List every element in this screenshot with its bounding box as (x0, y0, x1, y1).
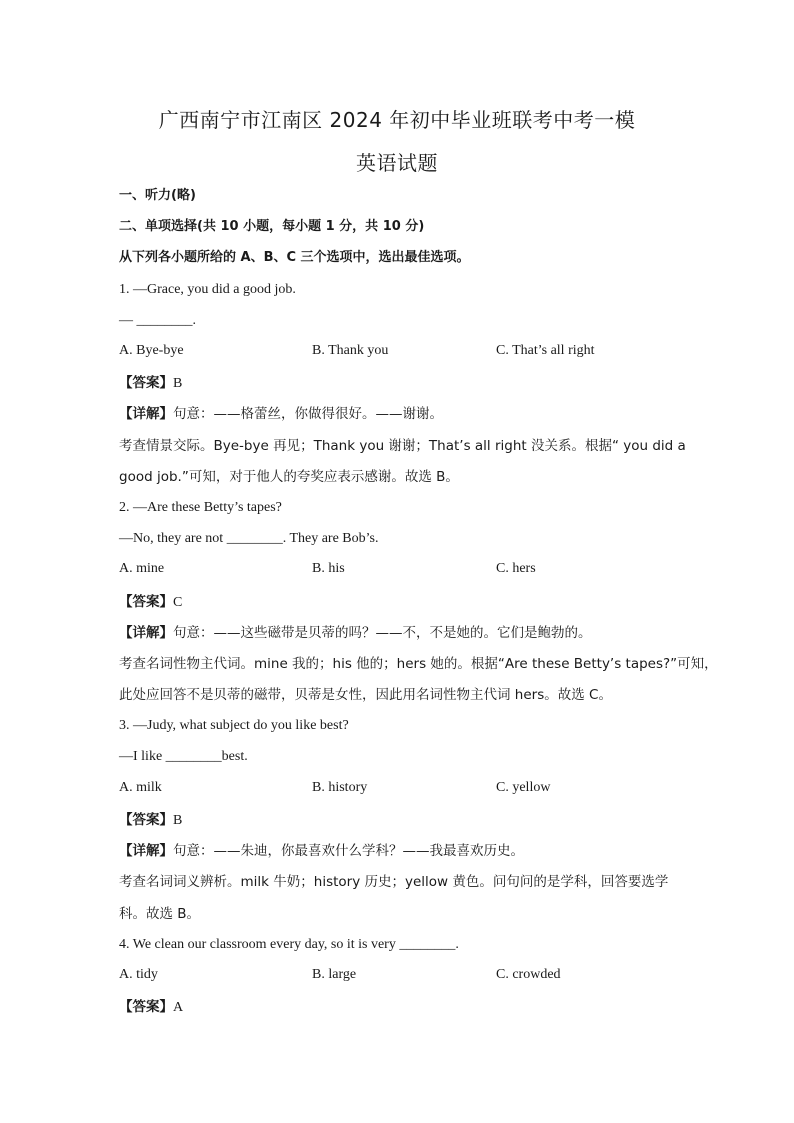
q4-option-b: B. large (312, 967, 357, 982)
q4-stem-line1: 4. We clean our classroom every day, so it is very ________. (119, 937, 459, 952)
q3-stem-line2: —I like ________best. (119, 749, 248, 764)
section-listening: 一、听力(略) (119, 188, 196, 203)
q1-stem-line2: — ________. (119, 313, 196, 328)
document-subtitle: 英语试题 (356, 151, 438, 175)
q2-stem-line2: —No, they are not ________. They are Bob’s. (119, 531, 379, 546)
q1-detail-text: 句意：——格蕾丝，你做得很好。——谢谢。 (173, 406, 443, 422)
section-instruction: 从下列各小题所给的 A、B、C 三个选项中，选出最佳选项。 (119, 250, 470, 265)
q4-answer-value: A (173, 1000, 184, 1015)
q3-answer-value: B (173, 813, 183, 828)
q1-answer-value: B (173, 376, 183, 391)
q2-option-c: C. hers (496, 561, 536, 576)
q1-detail-line1 (119, 405, 443, 423)
answer-tag: 【答案】 (119, 812, 173, 828)
q1-detail-line2: 考查情景交际。Bye-bye 再见；Thank you 谢谢；That’s all right 没关系。根据“ you did a (119, 438, 686, 454)
q1-answer (119, 374, 182, 393)
q3-stem-line1: 3. —Judy, what subject do you like best? (119, 718, 349, 733)
q3-option-c: C. yellow (496, 780, 551, 795)
q2-answer-value: C (173, 595, 183, 610)
q3-option-a: A. milk (119, 780, 162, 795)
section-single-choice: 二、单项选择(共 10 小题，每小题 1 分，共 10 分) (119, 219, 425, 234)
q1-stem-line1: 1. —Grace, you did a good job. (119, 282, 296, 297)
q4-answer (119, 998, 183, 1017)
q1-option-c: C. That’s all right (496, 343, 595, 358)
q1-option-a: A. Bye-bye (119, 343, 184, 358)
q4-option-a: A. tidy (119, 967, 158, 982)
detail-tag: 【详解】 (119, 406, 173, 422)
q1-option-b: B. Thank you (312, 343, 389, 358)
q2-option-b: B. his (312, 561, 345, 576)
q3-detail-line1 (119, 842, 524, 860)
q4-option-c: C. crowded (496, 967, 561, 982)
q2-stem-line1: 2. —Are these Betty’s tapes? (119, 500, 282, 515)
q2-option-a: A. mine (119, 561, 165, 576)
answer-tag: 【答案】 (119, 594, 173, 610)
document-title: 广西南宁市江南区 2024 年初中毕业班联考中考一模 (158, 108, 636, 132)
q3-option-b: B. history (312, 780, 368, 795)
q2-answer (119, 593, 182, 612)
q3-answer (119, 811, 182, 830)
q2-detail-text: 句意：——这些磁带是贝蒂的吗？——不，不是她的。它们是鲍勃的。 (173, 625, 592, 641)
q3-detail-text: 句意：——朱迪，你最喜欢什么学科？——我最喜欢历史。 (173, 843, 524, 859)
detail-tag: 【详解】 (119, 843, 173, 859)
q3-detail-line2: 考查名词词义辨析。milk 牛奶；history 历史；yellow 黄色。问句问的是学科，回答要选学 (119, 874, 669, 890)
q2-detail-line3: 此处应回答不是贝蒂的磁带，贝蒂是女性，因此用名词性物主代词 hers。故选 C。 (119, 687, 612, 703)
detail-tag: 【详解】 (119, 625, 173, 641)
answer-tag: 【答案】 (119, 375, 173, 391)
answer-tag: 【答案】 (119, 999, 173, 1015)
q2-detail-line1 (119, 624, 592, 642)
q2-detail-line2: 考查名词性物主代词。mine 我的；his 他的；hers 她的。根据“Are these Betty’s tapes?”可知， (119, 656, 718, 672)
q1-detail-line3: good job.”可知，对于他人的夸奖应表示感谢。故选 B。 (119, 469, 459, 485)
q3-detail-line3: 科。故选 B。 (119, 906, 201, 922)
